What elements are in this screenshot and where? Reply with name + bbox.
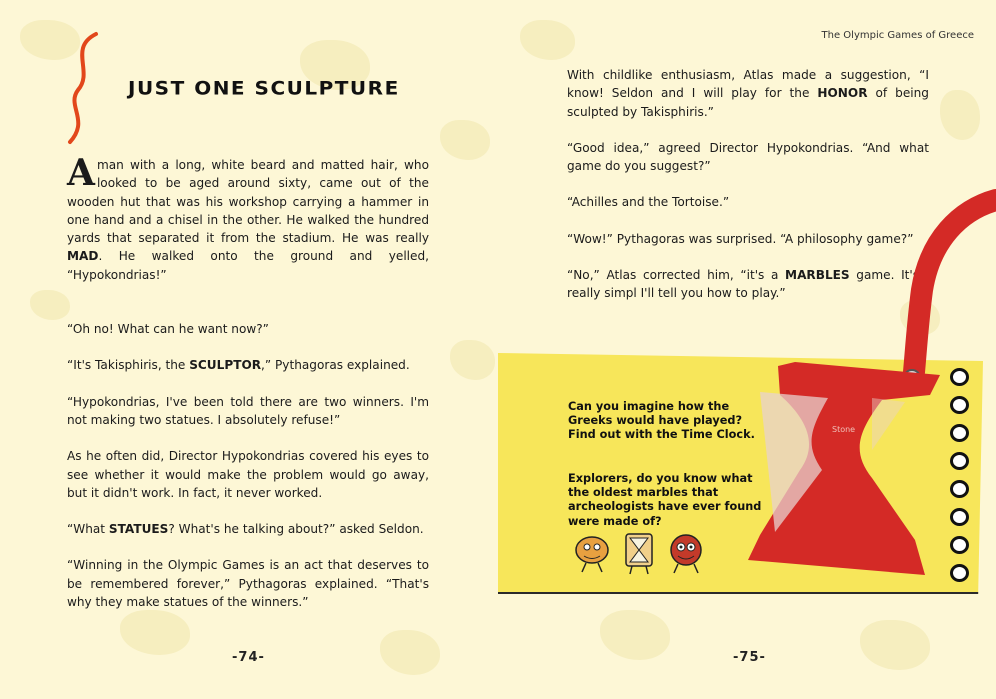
paragraph-text: game. It's really simpl I'll tell you how to play.” bbox=[567, 268, 919, 301]
paragraph: “Achilles and the Tortoise.” bbox=[567, 195, 730, 210]
bold-word: SCULPTOR bbox=[189, 358, 262, 373]
paragraph-text: . He walked onto the ground and yelled, “Hypokondrias!” bbox=[67, 249, 429, 282]
cartoon-creatures-illustration bbox=[568, 528, 718, 576]
ribbon-band bbox=[914, 200, 996, 372]
bold-word: STATUES bbox=[108, 522, 169, 537]
paragraph: “Hypokondrias, I've been told there are two winners. I'm not making two statues. I absolutely refuse!” bbox=[67, 394, 429, 427]
bold-word: MARBLES bbox=[785, 268, 850, 283]
paragraph: “Good idea,” agreed Director Hypokondrias. “And what game do you suggest?” bbox=[567, 140, 929, 174]
time-clock-question: Can you imagine how the Greeks would have played? Find out with the Time Clock. bbox=[568, 400, 755, 442]
paragraph-text: ? What's he talking about?” asked Seldon. bbox=[168, 522, 424, 537]
bold-word: MAD bbox=[67, 249, 99, 264]
paragraph-text: “What bbox=[67, 522, 109, 537]
paragraph: “Winning in the Olympic Games is an act that deserves to be remembered forever,” Pythagoras explained. “That's why they make statues of the winners.” bbox=[67, 558, 429, 610]
bold-word: HONOR bbox=[817, 86, 868, 101]
paragraph: As he often did, Director Hypokondrias covered his eyes to see whether it would make the problem would go away, but it didn't work. In fact, it never worked. bbox=[67, 449, 429, 500]
paragraph-text: “No,” Atlas corrected him, “it's a bbox=[567, 268, 786, 283]
paragraph-text: With childlike enthusiasm, Atlas made a suggestion, “I know! Seldon and I will play for the bbox=[567, 68, 929, 101]
chapter-title: JUST ONE SCULPTURE bbox=[128, 76, 400, 100]
page-number-left: -74- bbox=[232, 650, 265, 665]
clock-creature-icon bbox=[671, 535, 701, 565]
paragraph-text: man with a long, white beard and matted hair, who looked to be aged around sixty, came out of the wooden hut that was his workshop carrying a hammer in one hand and a chisel in the other. He walked the hundred yards that separated it from the stadium. He was really bbox=[67, 158, 429, 246]
creature-icon bbox=[576, 537, 608, 563]
paragraph: “Oh no! What can he want now?” bbox=[67, 322, 269, 337]
page-number-right: -75- bbox=[733, 650, 766, 665]
paragraph-text: “It's Takisphiris, the bbox=[67, 358, 190, 373]
running-header: The Olympic Games of Greece bbox=[821, 30, 974, 41]
paragraph: “Wow!” Pythagoras was surprised. “A philosophy game?” bbox=[567, 231, 914, 246]
paragraph-text: of being sculpted by Takisphiris.” bbox=[567, 86, 929, 119]
marbles-question: Explorers, do you know what the oldest marbles that archeologists have ever found were made of? bbox=[568, 472, 762, 528]
hourglass-answer-label: Stone bbox=[832, 425, 856, 434]
drop-cap: A bbox=[67, 152, 95, 194]
paragraph-text: ,” Pythagoras explained. bbox=[261, 358, 410, 373]
